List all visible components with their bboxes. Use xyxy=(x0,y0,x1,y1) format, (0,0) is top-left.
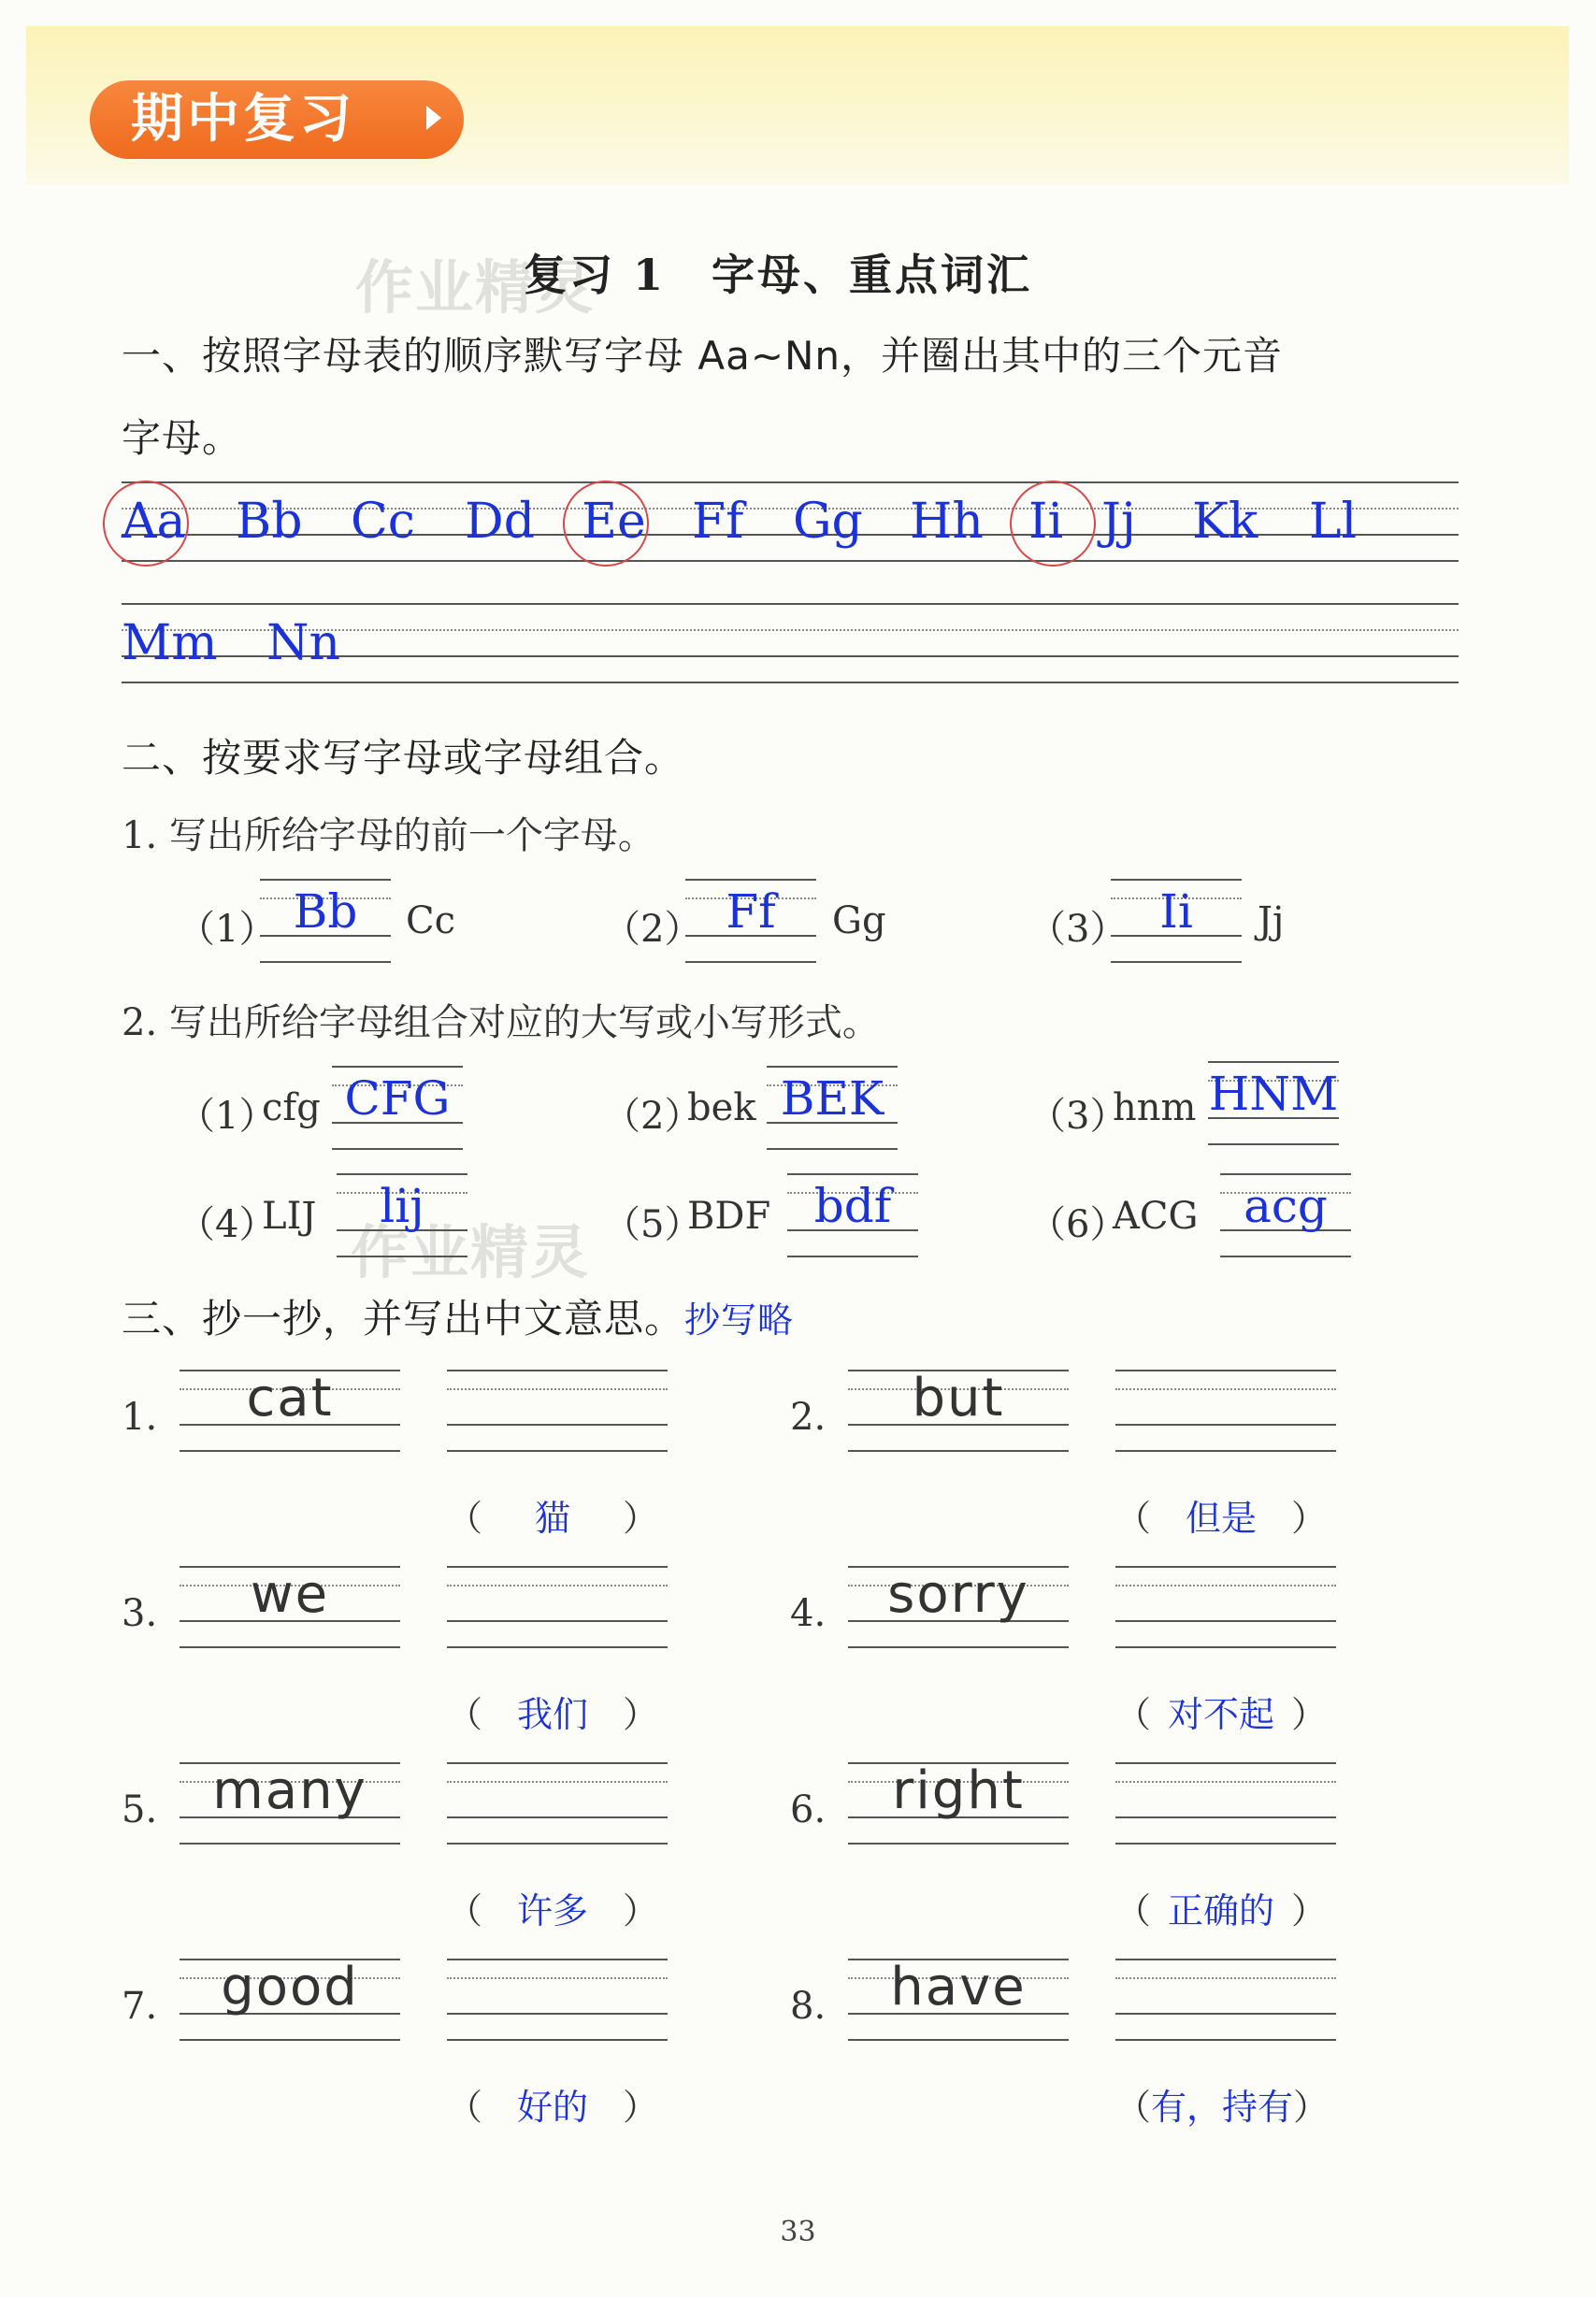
paren-close: ） xyxy=(1291,1498,1328,1539)
watermark: 作业精灵 xyxy=(351,1218,591,1286)
chinese-meaning: 正确的 xyxy=(1168,1890,1275,1931)
copy-word: sorry xyxy=(887,1564,1029,1625)
vowel-circle-mark xyxy=(1010,481,1096,567)
q1-answer-blank xyxy=(685,879,816,963)
meaning-parentheses xyxy=(1115,1489,1336,1541)
part3-instruction xyxy=(122,1288,794,1344)
q2-answer-blank xyxy=(787,1173,918,1257)
copy-answer-lines xyxy=(1115,1566,1336,1650)
q1-item-num: （3） xyxy=(1028,908,1128,951)
copy-word-lines xyxy=(180,1370,400,1454)
q2-answer: bdf xyxy=(813,1179,892,1233)
chinese-meaning: 但是 xyxy=(1186,1498,1258,1539)
alphabet-letter: Cc xyxy=(351,494,415,550)
chinese-meaning: 猫 xyxy=(535,1498,571,1539)
copy-word: have xyxy=(890,1957,1027,2017)
copy-item-num: 4. xyxy=(790,1592,827,1635)
copy-word-lines xyxy=(848,1762,1069,1846)
chinese-meaning: 许多 xyxy=(517,1890,589,1931)
meaning-parentheses xyxy=(447,1882,668,1933)
alphabet-letter: Ee xyxy=(582,494,646,550)
q2-item-num: （6） xyxy=(1028,1203,1128,1246)
paren-open: （ xyxy=(447,2087,483,2128)
meaning-parentheses xyxy=(1115,1686,1336,1737)
part3-note: 抄写略 xyxy=(684,1299,795,1341)
q2-given: BDF xyxy=(687,1195,771,1238)
copy-answer-lines xyxy=(1115,1762,1336,1846)
q2-answer-blank xyxy=(337,1173,467,1257)
meaning-parentheses xyxy=(1115,2078,1336,2130)
alphabet-letter: Bb xyxy=(236,494,303,550)
copy-answer-lines xyxy=(447,1370,668,1454)
alphabet-letter: Hh xyxy=(910,494,984,550)
chinese-meaning: 有，持有 xyxy=(1151,2087,1294,2128)
copy-word: good xyxy=(221,1957,359,2017)
paren-close: ） xyxy=(623,1694,659,1735)
q2-item-num: （2） xyxy=(603,1095,702,1138)
alphabet-letter: Nn xyxy=(266,615,340,671)
copy-item-num: 8. xyxy=(790,1985,827,2028)
q1-item-num: （1） xyxy=(178,908,277,951)
copy-item-num: 7. xyxy=(122,1985,158,2028)
paren-close: ） xyxy=(623,1498,659,1539)
copy-word-lines xyxy=(848,1370,1069,1454)
alphabet-letter: Kk xyxy=(1192,494,1258,550)
q2-answer: HNM xyxy=(1208,1067,1339,1121)
alphabet-letter: Gg xyxy=(793,494,863,550)
q1-answer: Ii xyxy=(1159,884,1193,939)
alphabet-letter: Ll xyxy=(1309,494,1358,550)
watermark: 作业精灵 xyxy=(355,253,596,322)
q1-answer: Bb xyxy=(293,884,358,939)
q2-given: bek xyxy=(687,1086,756,1129)
q2-given: ACG xyxy=(1113,1195,1199,1238)
part2-q1-prompt: 1. 写出所给字母的前一个字母。 xyxy=(122,814,655,857)
paren-open: （ xyxy=(1115,1890,1152,1931)
q2-answer-blank xyxy=(332,1066,463,1150)
q2-item-num: （3） xyxy=(1028,1095,1128,1138)
q2-answer: acg xyxy=(1244,1179,1328,1233)
copy-word: we xyxy=(250,1564,330,1625)
copy-answer-lines xyxy=(447,1566,668,1650)
vowel-circle-mark xyxy=(563,481,649,567)
arrow-right-icon xyxy=(426,106,441,130)
q2-answer-blank xyxy=(1220,1173,1351,1257)
copy-word-lines xyxy=(180,1959,400,2043)
chinese-meaning: 我们 xyxy=(517,1694,589,1735)
page-title: 复习 1 字母、重点词汇 xyxy=(524,250,1033,300)
alphabet-letter: Jj xyxy=(1101,494,1136,550)
chinese-meaning: 对不起 xyxy=(1168,1694,1275,1735)
q1-given: Cc xyxy=(406,899,456,942)
copy-item-num: 5. xyxy=(122,1788,158,1831)
q2-given: LIJ xyxy=(262,1195,317,1238)
copy-word-lines xyxy=(180,1762,400,1846)
q1-answer-blank xyxy=(260,879,391,963)
vowel-circle-mark xyxy=(103,481,189,567)
q2-answer: lij xyxy=(380,1179,424,1233)
paren-close: ） xyxy=(1291,1694,1328,1735)
copy-word: many xyxy=(212,1760,367,1821)
section-label: 期中复习 xyxy=(131,89,355,150)
q2-item-num: （4） xyxy=(178,1203,277,1246)
paren-open: （ xyxy=(1115,1694,1152,1735)
copy-answer-lines xyxy=(1115,1959,1336,2043)
copy-word-lines xyxy=(848,1959,1069,2043)
q1-given: Gg xyxy=(832,899,886,942)
alphabet-letter: Mm xyxy=(122,615,218,671)
paren-close: ） xyxy=(623,1890,659,1931)
copy-answer-lines xyxy=(447,1959,668,2043)
alphabet-letter: Aa xyxy=(122,494,186,550)
paren-close: ） xyxy=(1291,1890,1328,1931)
paren-close: ） xyxy=(623,2087,659,2128)
q1-item-num: （2） xyxy=(603,908,702,951)
q1-given: Jj xyxy=(1258,899,1285,942)
chinese-meaning: 好的 xyxy=(517,2087,589,2128)
page-number: 33 xyxy=(780,2216,816,2248)
q2-answer-blank xyxy=(767,1066,898,1150)
q2-answer: BEK xyxy=(780,1071,884,1126)
meaning-parentheses xyxy=(1115,1882,1336,1933)
paren-open: （ xyxy=(1115,1498,1152,1539)
copy-word: cat xyxy=(246,1368,334,1428)
paren-close: ） xyxy=(1293,2087,1330,2128)
q2-item-num: （1） xyxy=(178,1095,277,1138)
alphabet-letter: Ii xyxy=(1028,494,1064,550)
copy-item-num: 1. xyxy=(122,1396,158,1439)
q2-answer: CFG xyxy=(344,1071,451,1126)
copy-word: right xyxy=(892,1760,1025,1821)
part1-instruction-cont: 字母。 xyxy=(122,415,243,461)
q2-given: cfg xyxy=(262,1086,321,1129)
part3-instruction-text: 三、抄一抄，并写出中文意思。 xyxy=(122,1296,685,1342)
alphabet-letter: Ff xyxy=(692,494,744,550)
part2-instruction: 二、按要求写字母或字母组合。 xyxy=(122,735,685,781)
meaning-parentheses xyxy=(447,2078,668,2130)
q2-item-num: （5） xyxy=(603,1203,702,1246)
q2-answer-blank xyxy=(1208,1061,1339,1145)
copy-answer-lines xyxy=(447,1762,668,1846)
q2-given: hnm xyxy=(1113,1086,1197,1129)
part1-instruction: 一、按照字母表的顺序默写字母 Aa~Nn，并圈出其中的三个元音 xyxy=(122,333,1284,379)
meaning-parentheses xyxy=(447,1489,668,1541)
copy-item-num: 6. xyxy=(790,1788,827,1831)
paren-open: （ xyxy=(447,1694,483,1735)
paren-open: （ xyxy=(447,1890,483,1931)
copy-item-num: 3. xyxy=(122,1592,158,1635)
alphabet-letter: Dd xyxy=(465,494,535,550)
q1-answer-blank xyxy=(1111,879,1242,963)
copy-word-lines xyxy=(848,1566,1069,1650)
copy-word: but xyxy=(912,1368,1005,1428)
q1-answer: Ff xyxy=(726,884,776,939)
paren-open: （ xyxy=(1115,2087,1152,2128)
meaning-parentheses xyxy=(447,1686,668,1737)
copy-item-num: 2. xyxy=(790,1396,827,1439)
copy-answer-lines xyxy=(1115,1370,1336,1454)
part2-q2-prompt: 2. 写出所给字母组合对应的大写或小写形式。 xyxy=(122,1001,880,1044)
copy-word-lines xyxy=(180,1566,400,1650)
paren-open: （ xyxy=(447,1498,483,1539)
